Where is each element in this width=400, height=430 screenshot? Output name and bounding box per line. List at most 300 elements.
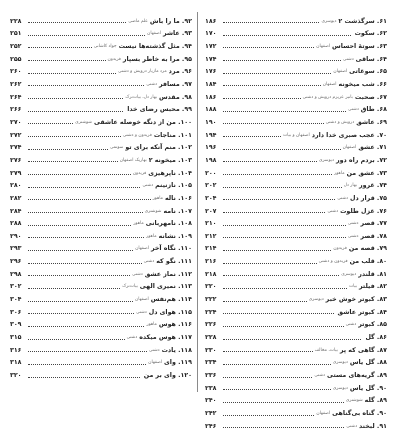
toc-entry [205,151,387,164]
toc-entry [205,113,387,126]
toc-entry-title: ۹۳. عاشر [162,30,192,38]
toc-entry-page-number: ۲۲۸ [205,334,217,342]
toc-entry [10,63,192,76]
toc-entry-page-number: ۱۷۰ [205,30,217,38]
toc-entry-page-number: ۳۰۶ [10,308,22,316]
toc-entry-page-number: ۱۸۶ [205,93,217,101]
dotted-leader [223,35,351,36]
toc-entry [205,366,387,379]
toc-entry [10,316,192,329]
toc-entry-page-number: ۲۷۴ [10,144,22,152]
toc-entry-page-number: ۲۵۵ [10,55,22,63]
toc-entry-page-number: ۳۰۴ [10,296,22,304]
toc-entry-page-number: ۲۲۰ [205,283,217,291]
toc-entry [10,328,192,341]
toc-entry-page-number: ۲۹۰ [10,232,22,240]
toc-entry [10,240,192,253]
toc-entry-mode: اصفهان و بیات [283,132,310,138]
toc-entry-title: ۹۸. مقدس [158,93,192,101]
toc-entry-title: ۱۱۴. هم‌نفس [150,296,192,304]
dotted-leader [223,60,341,61]
dotted-leader [223,22,319,23]
toc-entry-title: ۶۹. عاشق [356,118,387,126]
toc-entry-title: ۷۶. غزل طلوت [340,207,387,215]
dotted-leader [28,250,133,251]
toc-entry-title: ۱۱۶. هوس [158,321,192,329]
toc-entry-page-number: ۱۹۴ [205,131,217,139]
toc-entry-title: ۸۹. گریه‌های مستی [327,372,387,380]
toc-entry-title: ۷۴. غرور [358,182,387,190]
toc-entry-title: ۹۱. لبخند [359,422,387,430]
dotted-leader [28,60,106,61]
toc-entry-mode: دشتی [148,347,160,353]
toc-entry [10,252,192,265]
toc-entry-mode: شوشتری [144,208,162,214]
toc-entry-mode: شوشتری [345,398,363,404]
toc-entry [10,101,192,114]
toc-entry-page-number: ۲۷۲ [10,131,22,139]
dotted-leader [28,263,142,264]
toc-entry-title: ۱۰۳. میخونه ۲ [148,156,192,164]
toc-entry-mode: بهار دل، بیات‌ترک [125,94,157,100]
toc-entry-title: ۸۸. گل یاس [349,359,387,367]
dotted-leader [28,212,143,213]
dotted-leader [223,199,335,200]
dotted-leader [223,237,346,238]
toc-entry [10,278,192,291]
toc-entry [10,113,192,126]
toc-entry-page-number: ۲۸۸ [10,220,22,228]
toc-entry-page-number: ۳۱۵ [10,334,22,342]
toc-entry-title: ۹۶. مرد [168,68,192,76]
toc-entry-page-number: ۱۹۸ [205,156,217,164]
toc-entry [205,227,387,240]
toc-entry-title: ۷۳. عشق من [346,169,387,177]
toc-entry-page-number: ۱۷۲ [205,42,217,50]
toc-entry-title: ۱۲۰. وای بر من [143,372,192,380]
dotted-leader [223,149,341,150]
toc-entry [205,189,387,202]
dotted-leader [223,250,331,251]
toc-entry [205,354,387,367]
toc-entry-mode: دشتی [337,195,349,201]
dotted-leader [28,85,144,86]
toc-entry-title: ۹۴. مثل گذشته‌ها نیست [118,42,192,50]
toc-entry-title: ۱۰۵. نازنینم [155,182,192,190]
toc-entry [205,240,387,253]
toc-entry-page-number: ۲۷۹ [10,169,22,177]
toc-entry-title: ۶۱. سرگذشت ۲ [338,17,387,25]
toc-entry-page-number: ۲۶۰ [10,68,22,76]
toc-entry-mode: فریدون [333,246,347,252]
dotted-leader [223,377,312,378]
dotted-leader [28,149,108,150]
toc-entry [10,303,192,316]
toc-entry [205,139,387,152]
toc-entry [205,215,387,228]
toc-entry-mode: شوشتری [75,119,92,125]
toc-entry-title: ۹۷. مسافر [159,80,192,88]
dotted-leader [28,377,140,378]
toc-entry-page-number: ۳۰۲ [10,283,22,291]
toc-entry-title: ۱۰۶. ناله [164,194,192,202]
toc-entry-mode: دشتی [132,271,143,277]
toc-entry-page-number: ۲۴۰ [205,397,217,405]
toc-entry [10,12,192,25]
toc-entry-page-number: ۲۶۴ [10,93,22,101]
toc-entry [205,101,387,114]
toc-entry-mode: دیوسری [318,157,334,163]
toc-entry-title: ۱۱۷. هوس میکده [139,334,192,342]
toc-entry-page-number: ۳۱۸ [10,359,22,367]
toc-entry-mode: بیات، مخالف [314,347,338,353]
toc-entry [205,75,387,88]
toc-entry-page-number: ۲۱۲ [205,232,217,240]
toc-entry-mode: اصفهان [316,411,331,416]
toc-entry [205,50,387,63]
toc-entry [10,354,192,367]
toc-entry-title: ۶۳. سوتهٔ احساس [332,42,387,50]
toc-entry-page-number: ۲۴۶ [205,422,217,430]
toc-entry-page-number: ۳۰۹ [10,321,22,329]
toc-entry-page-number: ۲۲۴ [205,308,217,316]
toc-entry-title: ۶۸. طاق [360,106,387,114]
toc-entry-mode: دشتی [146,81,158,87]
toc-entry [205,404,387,417]
dotted-leader [223,402,344,403]
toc-entry-mode: ماهور [334,170,345,176]
toc-entry [10,88,192,101]
toc-entry-page-number: ۲۳۰ [205,346,217,354]
toc-entry-page-number: ۲۳۶ [205,372,217,380]
toc-entry-page-number: ۲۱۸ [205,270,217,278]
toc-entry-mode: دیوسری [341,271,357,277]
toc-entry-mode: دیوسری [332,360,348,366]
toc-entry-page-number: ۲۱۴ [205,245,217,253]
toc-entry [10,75,192,88]
toc-entry-title: ۸۲. فیلتر [358,283,387,291]
toc-entry-mode: دشتی [348,107,359,113]
toc-entry-mode: دشتی [345,322,357,328]
toc-entry-title: ۱۰۷. نامه [163,207,192,215]
dotted-leader [223,85,321,86]
dotted-leader [28,237,144,238]
toc-entry [10,139,192,152]
toc-entry-page-number: ۲۰۷ [205,207,217,215]
toc-entry-mode: سوتمی [109,145,124,151]
dotted-leader [223,161,317,162]
toc-entry-page-number: ۲۶۶ [10,106,22,114]
toc-entry-page-number: ۲۵۱ [10,30,22,38]
toc-entry-title: ۱۰۱. مناجات [153,131,192,139]
toc-entry [10,164,192,177]
toc-entry [205,341,387,354]
toc-entry-mode: دشتی [314,373,326,379]
toc-entry-page-number: ۲۴۲ [205,410,217,417]
toc-column-left [10,12,192,379]
toc-entry-page-number: ۲۸۰ [10,182,22,190]
toc-entry-page-number: ۲۲۲ [205,296,217,304]
toc-entry [10,290,192,303]
toc-entry-page-number: ۲۰۲ [205,182,217,190]
toc-entry-page-number: ۳۱۶ [10,346,22,354]
toc-entry [205,202,387,215]
dotted-leader [223,326,344,327]
toc-entry-title: ۱۰۹. نشانه [158,232,192,240]
toc-entry-mode: اصفهان [333,69,348,75]
toc-entry-title: ۱۱۲. نماز عشق [144,270,192,278]
toc-entry-mode: درویش و دشتی [325,119,355,125]
toc-entry-mode: جواد کاشانی [93,43,117,49]
toc-entry [10,25,192,38]
toc-entry-page-number: ۲۳۴ [205,359,217,367]
toc-entry-page-number: ۲۶۲ [10,80,22,88]
toc-entry [205,417,387,430]
toc-entry-page-number: ۲۹۶ [10,258,22,266]
toc-entry-mode: بانیر عزیزم درویش و دشتی [302,94,353,100]
toc-entry-title: ۷۵. قرار دل [350,194,387,202]
toc-entry-mode: اصفهان [135,297,149,303]
toc-entry-mode: بیات [348,284,357,290]
dotted-leader [28,326,144,327]
toc-entry [10,341,192,354]
toc-entry-title: ۹۹. محبس رضای خدا [127,106,192,114]
toc-entry [205,265,387,278]
toc-entry-mode: اصفهان [342,145,357,151]
toc-entry-mode: دشتی [142,183,154,189]
toc-entry-mode: دیوسری [332,385,348,391]
toc-entry-title: ۶۷. صحبت [354,93,387,101]
toc-entry-mode: دشتی [126,335,138,341]
toc-entry-page-number: ۱۹۰ [205,118,217,126]
dotted-leader [28,339,125,340]
toc-entry [10,189,192,202]
toc-entry-title: ۱۱۰. نگاه آخر [150,245,192,253]
toc-entry-mode: دشتی [327,208,339,214]
toc-entry [205,12,387,25]
dotted-leader [28,73,116,74]
dotted-leader [28,174,131,175]
toc-entry-mode: ماهور [133,221,144,227]
toc-entry [205,290,387,303]
dotted-leader [223,364,331,365]
toc-entry-title: ۱۱۱. نگو که [156,258,192,266]
toc-entry-title: ۸۶. گل [365,334,387,342]
toc-entry-mode: دیوسری [308,297,324,303]
toc-entry-page-number: ۱۸۶ [205,17,217,25]
toc-entry-title: ۱۰۰. من از دنگه خوصله عاشقی [93,118,192,126]
toc-entry-title: ۸۷. گاهی که پر [339,346,387,354]
toc-entry-page-number: ۲۲۶ [205,321,217,329]
dotted-leader [28,288,120,289]
toc-column-right [205,12,387,430]
toc-entry-title: ۶۶. شب میخونه [338,80,387,88]
toc-entry-mode: اصفهان [148,360,163,366]
dotted-leader [28,35,145,36]
toc-entry-title: ۱۰۲. منم آنکه برای تو [125,144,192,152]
dotted-leader [28,111,123,112]
dotted-leader [28,301,133,302]
toc-entry-page-number: ۱۸۴ [205,80,217,88]
toc-entry-mode: فریدون [132,170,147,176]
column-divider [197,12,198,392]
toc-entry-mode: بیات‌ترک [122,284,138,290]
toc-entry [10,37,192,50]
toc-entry-mode: دشتی [343,56,354,62]
dotted-leader [223,187,342,188]
toc-entry [10,215,192,228]
dotted-leader [28,187,140,188]
dotted-leader [223,123,324,124]
toc-entry-page-number: ۱۷۴ [205,55,217,63]
toc-entry [205,252,387,265]
toc-entry-title: ۷۰. عجب صبری خدا دارد [311,131,387,139]
toc-entry-title: ۷۹. قصه من [348,245,387,253]
toc-entry [205,379,387,392]
dotted-leader [28,136,121,137]
toc-entry-title: ۷۲. بردم راه دور [335,156,387,164]
dotted-leader [223,98,301,99]
toc-entry [10,265,192,278]
toc-entry-title: ۷۱. عشق [358,144,387,152]
toc-entry-page-number: ۲۰۰ [205,169,217,177]
dotted-leader [223,288,347,289]
toc-entry-page-number: ۲۹۸ [10,270,22,278]
toc-entry [205,126,387,139]
toc-entry-mode: دشتی [347,221,359,227]
toc-entry-title: ۱۰۴. ناپرهیزی [148,169,192,177]
toc-entry-mode: دشتی [143,259,155,265]
toc-entry-mode: علم ماضی [128,18,148,24]
toc-entry [10,366,192,379]
dotted-leader [28,199,151,200]
dotted-leader [28,47,92,48]
toc-entry-title: ۱۱۳. نمیری الهی [139,283,192,291]
toc-entry-title: ۸۳. کبوتر خوش خبر [325,296,387,304]
toc-entry-page-number: ۲۵۲ [10,42,22,50]
toc-entry-title: ۹۵. مرا به خاطر بسپار [122,55,192,63]
toc-entry-title: ۷۸. قصر [360,232,387,240]
dotted-leader [28,313,134,314]
dotted-leader [223,313,334,314]
toc-entry-title: ۹۲. ما را باش [149,17,192,25]
toc-entry-mode: ماهور [152,195,163,201]
toc-entry-title: ۸۴. کبوتر عاشق [337,308,387,316]
toc-entry-title: ۱۰۸. نامهربانی [145,220,192,228]
toc-entry-title: ۸۵. کبوتر [358,321,387,329]
toc-entry-title: ۸۹. گله [364,397,387,405]
dotted-leader [223,111,346,112]
toc-entry [10,50,192,63]
toc-entry [205,278,387,291]
dotted-leader [223,225,346,226]
toc-entry-mode: مرد مازیار درویش و دشتی [118,69,167,75]
toc-entry-title: ۸۱. قلندر [358,270,387,278]
toc-entry [205,88,387,101]
dotted-leader [223,415,314,416]
toc-entry [205,392,387,405]
toc-entry-mode: دشتی [136,309,147,315]
toc-entry-page-number: ۲۹۳ [10,245,22,253]
toc-entry-page-number: ۲۰۴ [205,194,217,202]
toc-entry-mode: اصفهان [322,81,337,87]
toc-entry [10,177,192,190]
toc-entry-title: ۸۰. قلب من [349,258,387,266]
toc-entry-title: ۱۱۵. هوای دل [148,308,192,316]
toc-entry-mode: فریدون و دشتی [318,259,348,265]
toc-entry-mode: ماهور [146,233,157,239]
toc-entry [205,164,387,177]
toc-entry-mode: بهار دل [343,183,357,189]
toc-entry-page-number: ۲۲۸ [10,17,22,25]
dotted-leader [223,351,313,352]
dotted-leader [223,174,332,175]
toc-entry [205,328,387,341]
toc-entry-title: ۷۷. قصر [360,220,387,228]
toc-entry [10,151,192,164]
toc-entry-page-number: ۲۱۶ [205,258,217,266]
dotted-leader [223,73,331,74]
dotted-leader [223,389,331,390]
dotted-leader [223,47,314,48]
dotted-leader [28,161,118,162]
toc-entry-page-number: ۱۹۶ [205,144,217,152]
toc-entry-mode: ماهور [146,322,157,328]
dotted-leader [223,275,339,276]
toc-entry-mode: دیوسری [321,18,337,24]
toc-entry-title: ۶۵. سوغاتی [349,68,387,76]
dotted-leader [28,225,131,226]
dotted-leader [223,263,317,264]
toc-entry [10,126,192,139]
toc-entry [205,37,387,50]
toc-entry [205,316,387,329]
toc-entry-page-number: ۱۷۶ [205,68,217,76]
dotted-leader [28,364,146,365]
toc-entry-page-number: ۲۸۲ [10,194,22,202]
dotted-leader [223,427,344,428]
toc-entry-mode: اصفهان [316,43,331,49]
toc-entry-page-number: ۱۸۸ [205,106,217,114]
dotted-leader [223,212,325,213]
toc-entry [205,303,387,316]
dotted-leader [28,123,73,124]
toc-entry-title: ۱۱۹. وای [164,359,192,367]
toc-entry [10,202,192,215]
toc-entry-mode: فریدون [107,56,121,62]
toc-entry-title: ۶۲. سکوت [354,30,387,38]
toc-entry [205,63,387,76]
toc-entry [10,227,192,240]
toc-entry-mode: بهاریک اصفهان [119,157,147,163]
toc-entry-title: ۹۰. گناه بی‌گناهی [332,410,387,417]
toc-entry [205,177,387,190]
toc-entry-page-number: ۲۳۸ [205,384,217,392]
toc-entry-page-number: ۲۱۰ [205,220,217,228]
toc-entry-title: ۶۴. ساقی [355,55,387,63]
dotted-leader [28,98,123,99]
toc-entry-mode: فریدون و دشتی [122,132,152,138]
dotted-leader [28,351,147,352]
toc-entry-mode: دشتی [346,423,358,429]
dotted-leader [28,275,130,276]
dotted-leader [223,136,281,137]
toc-entry-mode: اصفهان [147,31,161,37]
toc-entry-page-number: ۳۲۰ [10,372,22,380]
toc-entry-page-number: ۲۷۰ [10,118,22,126]
toc-entry-mode: اصفهان [135,246,149,252]
toc-entry-mode: دشتی [347,233,359,239]
